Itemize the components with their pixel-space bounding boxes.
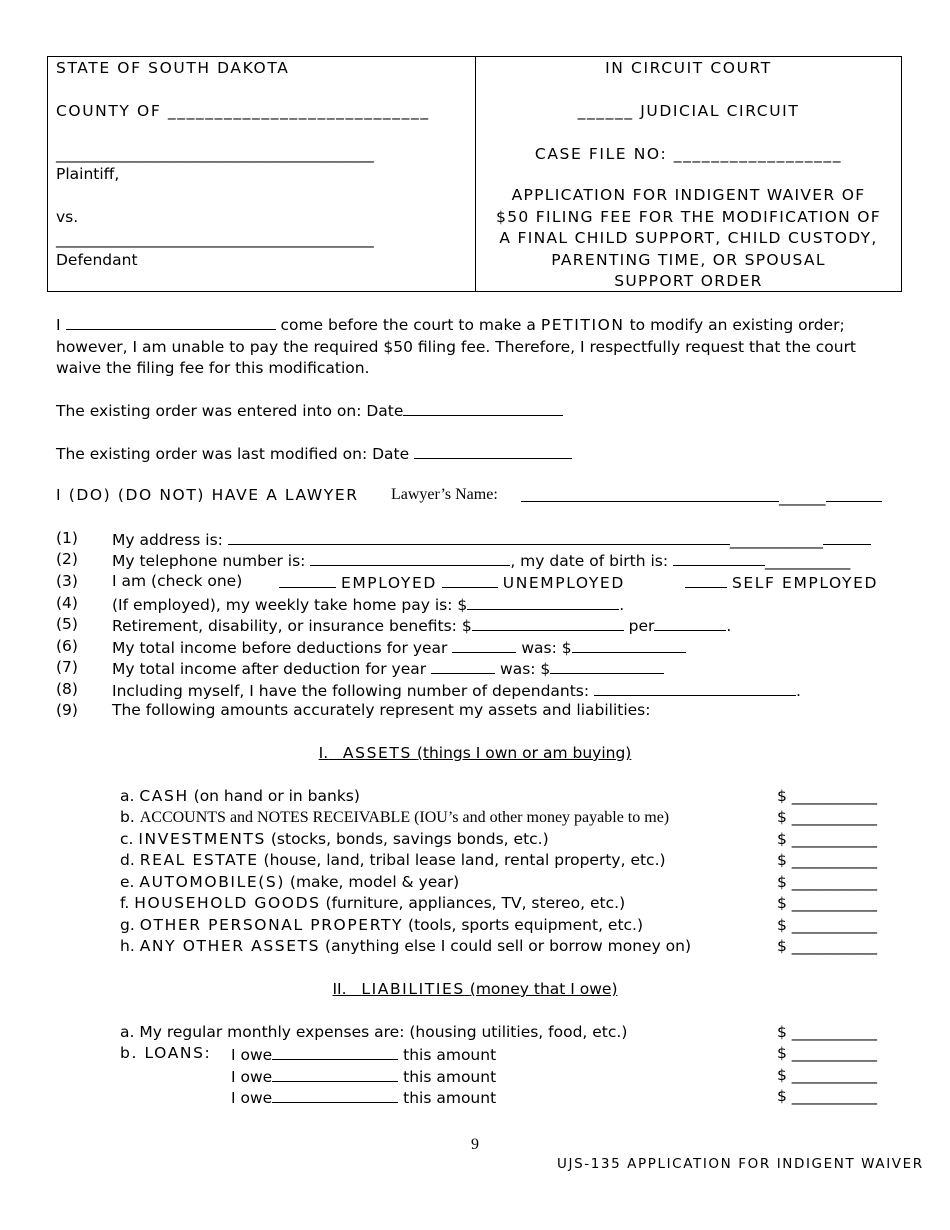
asset-title: REAL ESTATE: [139, 851, 259, 869]
benefits-label: Retirement, disability, or insurance benefits: $: [112, 617, 472, 635]
title-line: PARENTING TIME, OR SPOUSAL: [551, 250, 826, 269]
asset-title: CASH: [139, 787, 189, 805]
lawyer-name-field[interactable]: [521, 486, 779, 502]
asset-desc: (stocks, bonds, savings bonds, etc.): [270, 830, 549, 848]
self-employed-label: SELF EMPLOYED: [731, 574, 878, 592]
was-label: was: $: [500, 660, 551, 678]
order-entered-date-field[interactable]: [403, 400, 563, 416]
dependants-label: Including myself, I have the following number of dependants:: [112, 682, 590, 700]
item-number: (1): [56, 529, 78, 547]
asset-amount-field[interactable]: $ ___________: [777, 830, 878, 848]
dob-field[interactable]: [673, 550, 765, 566]
asset-title: AUTOMOBILE(S): [139, 873, 285, 891]
title-line: APPLICATION FOR INDIGENT WAIVER OF: [511, 186, 866, 204]
income-before-amount-field[interactable]: [572, 637, 686, 653]
order-modified-row: [56, 443, 572, 463]
page-number: 9: [471, 1136, 479, 1153]
asset-desc: (on hand or in banks): [193, 787, 360, 805]
item-number: (4): [56, 594, 78, 612]
loans-label: b. LOANS:: [120, 1044, 212, 1062]
income-after-year-field[interactable]: [431, 658, 495, 674]
address-field-end[interactable]: [823, 529, 871, 545]
liability-amount-field[interactable]: $ ___________: [777, 1087, 878, 1105]
liability-amount-field[interactable]: $ ___________: [777, 1044, 878, 1062]
case-file-field[interactable]: CASE FILE NO: __________________: [534, 145, 843, 163]
liabilities-heading-desc: (money that I owe): [469, 980, 618, 998]
caption-parties: [48, 57, 476, 291]
employed-label: EMPLOYED: [340, 574, 437, 592]
benefits-period-field[interactable]: [654, 615, 726, 631]
asset-letter: b.: [120, 808, 135, 826]
unemployed-checkbox[interactable]: [442, 572, 498, 588]
period: .: [796, 682, 801, 700]
monthly-expenses-label: a. My regular monthly expenses are: (housing utilities, food, etc.): [120, 1023, 628, 1041]
address-label: My address is:: [112, 531, 223, 549]
loan-creditor-field[interactable]: [272, 1044, 398, 1060]
asset-amount-field[interactable]: $ ___________: [777, 808, 878, 826]
asset-title: ACCOUNTS and NOTES RECEIVABLE (IOU’s and other money payable to me): [139, 809, 670, 826]
self-employed-checkbox[interactable]: [685, 572, 727, 588]
plaintiff-name-field[interactable]: _________________________________________: [56, 145, 374, 163]
asset-row-receivables: [120, 808, 669, 827]
assets-heading: [0, 744, 950, 762]
applicant-name-field[interactable]: [66, 314, 276, 330]
phone-row: [112, 550, 850, 570]
asset-letter: d.: [120, 851, 135, 869]
liability-amount-field[interactable]: $ ___________: [777, 1023, 878, 1041]
asset-title: ANY OTHER ASSETS: [139, 937, 321, 955]
lawyer-name-label: Lawyer’s Name:: [391, 486, 498, 503]
item-number: (3): [56, 572, 78, 590]
form-footer: UJS-135 APPLICATION FOR INDIGENT WAIVER: [557, 1156, 924, 1172]
asset-desc: (make, model & year): [289, 873, 460, 891]
asset-row-household: [120, 894, 625, 912]
vs-label: vs.: [56, 208, 79, 226]
dependants-field[interactable]: [594, 680, 796, 696]
asset-title: HOUSEHOLD GOODS: [134, 894, 321, 912]
loan-row: [231, 1044, 496, 1064]
order-modified-label: The existing order was last modified on: Date: [56, 445, 410, 463]
asset-row-personal-property: [120, 916, 643, 934]
intro-paragraph: [56, 314, 896, 380]
asset-title: INVESTMENTS: [138, 830, 266, 848]
income-before-year-field[interactable]: [452, 637, 516, 653]
i-owe-label: I owe: [231, 1089, 273, 1107]
dob-label: , my date of birth is:: [510, 552, 669, 570]
asset-desc: (furniture, appliances, TV, stereo, etc.): [325, 894, 626, 912]
loan-creditor-field[interactable]: [272, 1066, 398, 1082]
unemployed-label: UNEMPLOYED: [502, 574, 625, 592]
period: .: [726, 617, 732, 635]
liabilities-heading-title: LIABILITIES: [361, 980, 465, 998]
address-row: [112, 529, 871, 549]
asset-amount-field[interactable]: $ ___________: [777, 873, 878, 891]
benefits-row: [112, 615, 731, 635]
asset-letter: f.: [120, 894, 130, 912]
item-number: (5): [56, 615, 78, 633]
asset-amount-field[interactable]: $ ___________: [777, 916, 878, 934]
dob-trail: ___________: [765, 552, 851, 570]
asset-letter: g.: [120, 916, 135, 934]
defendant-label: Defendant: [56, 251, 138, 269]
weekly-pay-label: (If employed), my weekly take home pay is: $: [112, 596, 468, 614]
loan-row: [231, 1087, 496, 1107]
item-number: (9): [56, 701, 78, 719]
petition-word: PETITION: [540, 316, 625, 334]
loan-creditor-field[interactable]: [272, 1087, 398, 1103]
asset-letter: e.: [120, 873, 135, 891]
asset-letter: a.: [120, 787, 135, 805]
asset-amount-field[interactable]: $ ___________: [777, 937, 878, 955]
income-before-label: My total income before deductions for year: [112, 639, 448, 657]
employed-checkbox[interactable]: [279, 572, 336, 588]
liabilities-heading-num: II.: [332, 980, 347, 998]
i-owe-label: I owe: [231, 1046, 273, 1064]
employment-label: I am (check one): [112, 572, 243, 590]
intro-text-rest: to modify an existing order; however, I am unable to pay the required $50 filing fee. Therefore, I respectfully request that the court waive the filing fee for this modification.: [56, 316, 857, 377]
this-amount-label: this amount: [403, 1089, 497, 1107]
asset-desc: (house, land, tribal lease land, rental property, etc.): [263, 851, 666, 869]
lawyer-name-row: [521, 486, 882, 506]
lawyer-name-field-end[interactable]: [826, 486, 882, 502]
title-line: $50 FILING FEE FOR THE MODIFICATION OF: [496, 207, 881, 226]
asset-amount-field[interactable]: $ ___________: [777, 894, 878, 912]
lawyer-name-trail: ______: [779, 488, 826, 506]
court-label: IN CIRCUIT COURT: [605, 59, 772, 77]
asset-amount-field[interactable]: $ ___________: [777, 851, 878, 869]
assets-heading-desc: (things I own or am buying): [416, 744, 632, 762]
asset-letter: h.: [120, 937, 135, 955]
order-entered-row: [56, 400, 563, 420]
this-amount-label: this amount: [403, 1068, 497, 1086]
asset-row-real-estate: [120, 851, 666, 869]
caption-court: [476, 57, 901, 291]
intro-text: come before the court to make a: [280, 316, 536, 334]
benefits-amount-field[interactable]: [472, 615, 624, 631]
intro-i: I: [56, 316, 61, 334]
item-number: (2): [56, 550, 78, 568]
income-after-amount-field[interactable]: [550, 658, 664, 674]
assets-heading-num: I.: [318, 744, 329, 762]
asset-desc: (tools, sports equipment, etc.): [408, 916, 644, 934]
order-entered-label: The existing order was entered into on: Date: [56, 402, 404, 420]
asset-title: OTHER PERSONAL PROPERTY: [139, 916, 404, 934]
asset-desc: (anything else I could sell or borrow money on): [325, 937, 692, 955]
address-field[interactable]: [228, 529, 730, 545]
order-modified-date-field[interactable]: [414, 443, 572, 459]
title-line: SUPPORT ORDER: [614, 272, 763, 290]
income-after-row: [112, 658, 664, 678]
asset-row-cash: [120, 787, 360, 805]
address-trail: ____________: [729, 531, 823, 549]
income-before-row: [112, 637, 686, 657]
item-number: (8): [56, 680, 78, 698]
weekly-pay-row: [112, 594, 624, 614]
per-label: per: [628, 617, 655, 635]
item-number: (6): [56, 637, 78, 655]
title-line: A FINAL CHILD SUPPORT, CHILD CUSTODY,: [499, 229, 878, 247]
defendant-name-field[interactable]: _________________________________________: [56, 230, 374, 248]
this-amount-label: this amount: [403, 1046, 497, 1064]
phone-label: My telephone number is:: [112, 552, 306, 570]
judicial-circuit-field[interactable]: ______ JUDICIAL CIRCUIT: [577, 102, 800, 120]
assets-liabilities-label: The following amounts accurately represent my assets and liabilities:: [112, 701, 651, 719]
income-after-label: My total income after deduction for year: [112, 660, 427, 678]
was-label: was: $: [521, 639, 572, 657]
item-number: (7): [56, 658, 78, 676]
i-owe-label: I owe: [231, 1068, 273, 1086]
state-label: STATE OF SOUTH DAKOTA: [56, 59, 290, 77]
liabilities-heading: [0, 980, 950, 998]
asset-letter: c.: [120, 830, 134, 848]
asset-row-other: [120, 937, 691, 955]
weekly-pay-field[interactable]: [467, 594, 619, 610]
employment-options: [279, 572, 625, 592]
dependants-row: [112, 680, 801, 700]
phone-field[interactable]: [310, 550, 510, 566]
loan-row: [231, 1066, 496, 1086]
asset-row-automobiles: [120, 873, 459, 891]
period: .: [619, 596, 625, 614]
plaintiff-label: Plaintiff,: [56, 165, 120, 183]
county-field[interactable]: COUNTY OF ____________________________: [56, 102, 430, 120]
document-title: [476, 185, 901, 293]
lawyer-status-label: I (DO) (DO NOT) HAVE A LAWYER: [56, 486, 359, 504]
assets-heading-title: ASSETS: [342, 744, 412, 762]
asset-row-investments: [120, 830, 549, 848]
self-employed-option: [685, 572, 878, 592]
liability-amount-field[interactable]: $ ___________: [777, 1066, 878, 1084]
asset-amount-field[interactable]: $ ___________: [777, 787, 878, 805]
case-caption-box: [47, 56, 902, 292]
